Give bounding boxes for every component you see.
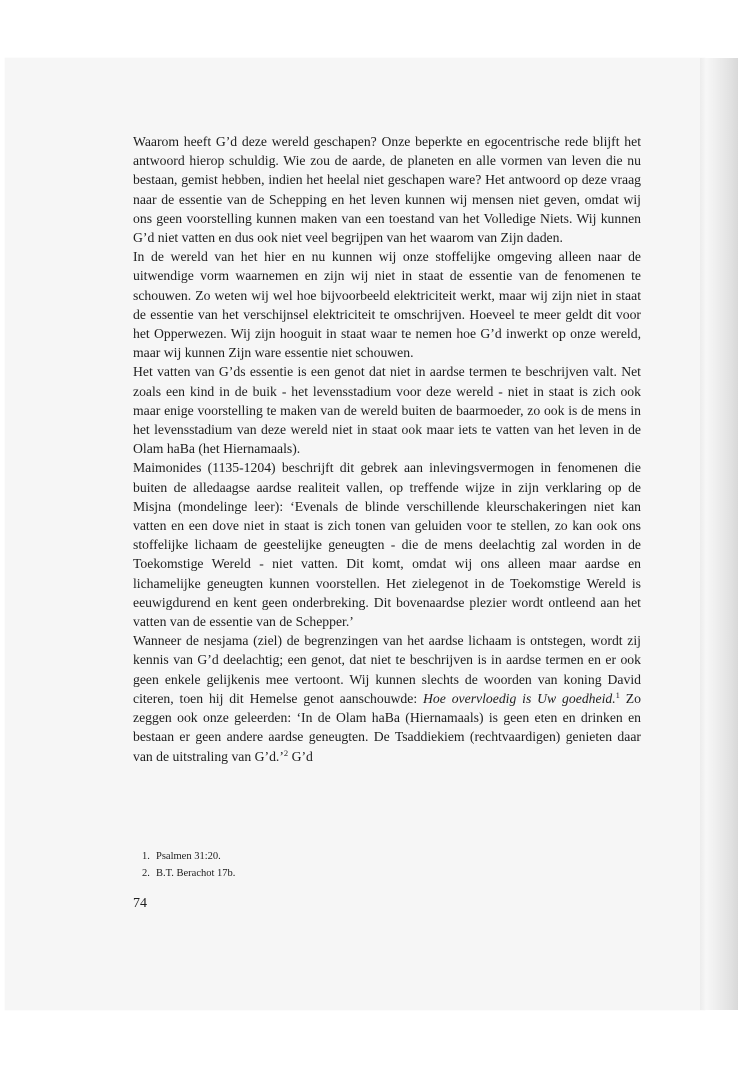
paragraph-1: Waarom heeft G’d deze wereld geschapen? Onze beperkte en egocentrische rede blijft het antwoord hierop schuldig. Wie zou de aarde, de planeten en alle vormen van leven die nu bestaan, gemist hebben, indien het heelal niet geschapen ware? Het antwoord op deze vraag naar de essentie van de Schepping en het leven kunnen wij mensen niet geven, omdat wij ons geen voorstelling kunnen maken van een toestand van het Volledige Niets. Wij kunnen G’d niet vatten en dus ook niet veel begrijpen van het waarom van Zijn daden. [133, 134, 641, 246]
psalm-quote: Hoe overvloedig is Uw goedheid. [423, 690, 616, 706]
footnote-2 [142, 865, 542, 882]
paragraph-5-text-b: Zo zeggen ook onze geleerden: ‘In de Olam haBa (Hiernamaals) is geen eten en drinken en bestaan er geen andere aardse geneugten. De Tsaddiekiem (rechtvaardigen) genieten daar van de uitstraling van G’d.’ [133, 690, 641, 764]
body-text [133, 132, 641, 766]
footnotes [142, 848, 542, 882]
paragraph-4: Maimonides (1135-1204) beschrijft dit gebrek aan inlevingsvermogen in fenomenen die buiten de alledaagse aardse realiteit vallen, op treffende wijze in zijn verklaring op de Misjna (mondelinge leer): ‘Evenals de blinde verschillende kleurschakeringen niet kan vatten en een dove niet in staat is zich tonen van geluiden voor te stellen, zo kan ook ons stoffelijke lichaam de geestelijke geneugten - die de mens deelachtig zal worden in de Toekomstige Wereld - niet vatten. Dit komt, omdat wij ons alleen maar aardse en lichamelijke geneugten kunnen voorstellen. Het zielegenot in de Toekomstige Wereld is eeuwigdurend en kent geen onderbreking. Dit bovenaardse plezier wordt ontleend aan het vatten van de essentie van de Schepper.’ [133, 460, 641, 630]
footnote-ref-1[interactable]: 1 [615, 689, 620, 700]
footnote-number: 1. [142, 851, 150, 862]
paragraph-5 [133, 631, 641, 765]
footnote-ref-2[interactable]: 2 [283, 747, 289, 758]
page-edge-shadow [700, 58, 738, 1010]
page-number: 74 [133, 896, 147, 911]
paragraph-5-text-a: Wanneer de nesjama (ziel) de begrenzingen van het aardse lichaam is ontstegen, wordt zij kennis van G’d deelachtig; een genot, dat niet te beschrijven is in aardse termen en er ook geen enkele gelijkenis mee vertoont. Wij kunnen slechts de woorden van koning David citeren, toen hij dit Hemelse genot aanschouwde: [133, 633, 641, 706]
footnote-number: 2. [142, 868, 150, 879]
footnote-text: Psalmen 31:20. [156, 851, 221, 862]
paragraph-2: In de wereld van het hier en nu kunnen wij onze stoffelijke omgeving alleen naar de uitwendige vorm waarnemen en zijn wij niet in staat de essentie van de fenomenen te schouwen. Zo weten wij wel hoe bijvoorbeeld elektriciteit werkt, maar wij zijn niet in staat de essentie van het verschijnsel elektriciteit te omschrijven. Hoeveel te meer geldt dit voor het Opperwezen. Wij zijn hooguit in staat waar te nemen hoe G’d inwerkt op onze wereld, maar wij kunnen Zijn ware essentie niet schouwen. [133, 249, 641, 361]
paragraph-3: Het vatten van G’ds essentie is een genot dat niet in aardse termen te beschrijven valt. Net zoals een kind in de buik - het levensstadium voor deze wereld - niet in staat is zich ook maar enige voorstelling te maken van de wereld buiten de baarmoeder, zo ook is de mens in het levensstadium van deze wereld niet in staat ook maar iets te vatten van het leven in de Olam haBa (het Hiernamaals). [133, 364, 641, 457]
footnote-text: B.T. Berachot 17b. [156, 868, 236, 879]
paragraph-5-text-c: G’d [288, 748, 313, 764]
footnote-1 [142, 848, 542, 865]
